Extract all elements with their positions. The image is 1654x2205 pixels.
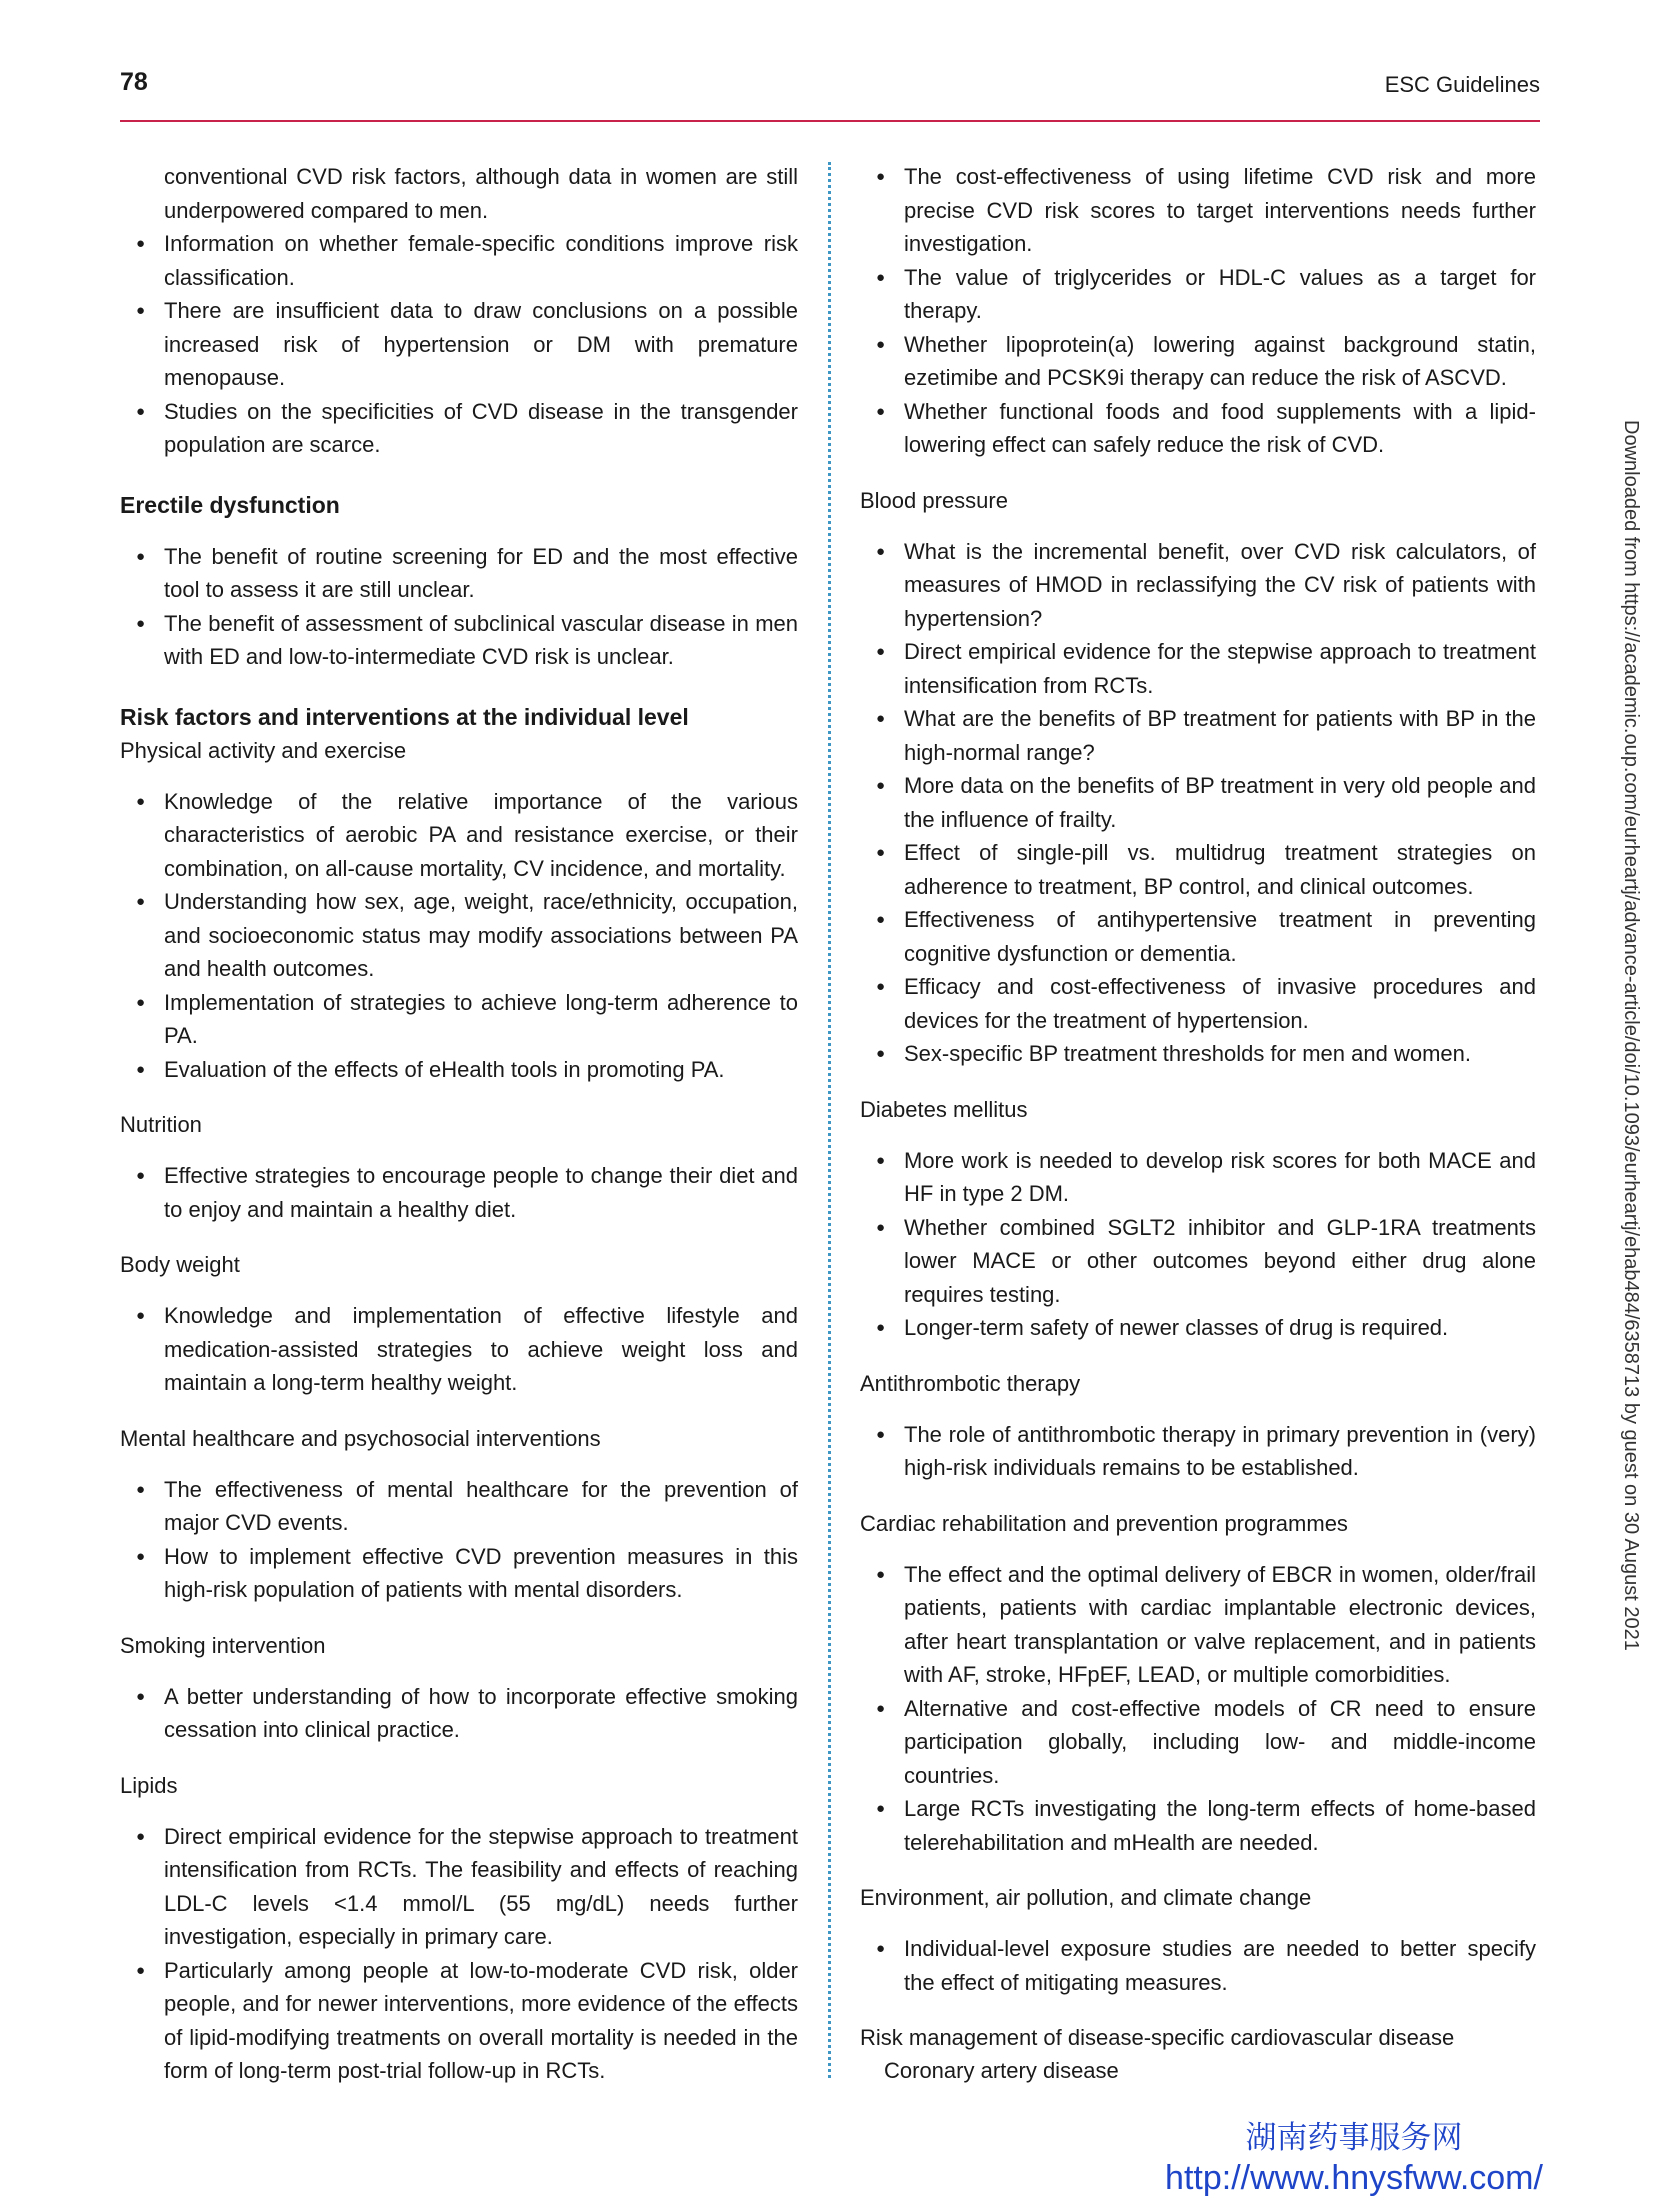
body-weight-list: [120, 1299, 798, 1400]
page-header: [120, 64, 1540, 122]
watermark: [1134, 2118, 1574, 2198]
female-bullets: [120, 227, 798, 462]
list-item: ● Direct empirical evidence for the stepwise approach to treatment intensification from RCTs.: [860, 635, 1536, 702]
list-item: ● What is the incremental benefit, over CVD risk calculators, of measures of HMOD in reclassifying the CV risk of patients with hypertension?: [860, 535, 1536, 636]
list-item: ● How to implement effective CVD prevention measures in this high-risk population of patients with mental disorders.: [120, 1540, 798, 1607]
left-column: [120, 160, 798, 2088]
rehabilitation-list: [860, 1558, 1536, 1860]
download-notice: Downloaded from https://academic.oup.com/eurheartj/advance-article/doi/10.1093/eurheartj/ehab484/6358713 by guest on 30 August 2021: [1620, 420, 1642, 1651]
list-item: ● Whether lipoprotein(a) lowering against background statin, ezetimibe and PCSK9i therapy can reduce the risk of ASCVD.: [860, 328, 1536, 395]
list-item: ● Implementation of strategies to achieve long-term adherence to PA.: [120, 986, 798, 1053]
list-item: ● The role of antithrombotic therapy in primary prevention in (very) high-risk individuals remains to be established.: [860, 1418, 1536, 1485]
list-item: ● The cost-effectiveness of using lifetime CVD risk and more precise CVD risk scores to target interventions needs further investigation.: [860, 160, 1536, 261]
subheading-physical: Physical activity and exercise: [120, 737, 407, 763]
list-item: ● Evaluation of the effects of eHealth tools in promoting PA.: [120, 1053, 798, 1087]
subheading-body-weight: Body weight: [120, 1252, 240, 1277]
continued-text: [120, 160, 798, 227]
list-item: ● Alternative and cost-effective models of CR need to ensure participation globally, including low- and middle-income countries.: [860, 1692, 1536, 1793]
page-number: 78: [120, 68, 148, 96]
subheading-nutrition: Nutrition: [120, 1112, 202, 1137]
list-item: ● Whether functional foods and food supplements with a lipid-lowering effect can safely reduce the risk of CVD.: [860, 395, 1536, 462]
watermark-url[interactable]: http://www.hnysfww.com/: [1165, 2159, 1543, 2197]
list-item: ● Studies on the specificities of CVD disease in the transgender population are scarce.: [120, 395, 798, 462]
list-item: ● Direct empirical evidence for the stepwise approach to treatment intensification from RCTs. The feasibility and effects of reaching LDL-C levels <1.4 mmol/L (55 mg/dL) needs further investigation, especially in primary care.: [120, 1820, 798, 1954]
smoking-list: [120, 1680, 798, 1747]
list-item: ● A better understanding of how to incorporate effective smoking cessation into clinical practice.: [120, 1680, 798, 1747]
list-item: ● Particularly among people at low-to-moderate CVD risk, older people, and for newer interventions, more evidence of the effects of lipid-modifying treatments on overall mortality is needed in the form of long-term post-trial follow-up in RCTs.: [120, 1954, 798, 2088]
blood-pressure-list: [860, 535, 1536, 1071]
diabetes-list: [860, 1144, 1536, 1345]
subheading-antithrombotic: Antithrombotic therapy: [860, 1370, 1081, 1396]
list-item: ● The effectiveness of mental healthcare for the prevention of major CVD events.: [120, 1473, 798, 1540]
list-item: ● Efficacy and cost-effectiveness of invasive procedures and devices for the treatment of hypertension.: [860, 970, 1536, 1037]
nutrition-list: [120, 1159, 798, 1226]
subheading-diabetes: Diabetes mellitus: [860, 1096, 1028, 1122]
list-item: ● The value of triglycerides or HDL-C values as a target for therapy.: [860, 261, 1536, 328]
journal-title: ESC Guidelines: [1384, 72, 1540, 97]
antithrombotic-list: [860, 1418, 1536, 1485]
list-item: ● Longer-term safety of newer classes of drug is required.: [860, 1311, 1536, 1345]
column-divider: [828, 162, 831, 2078]
list-item: ● Whether combined SGLT2 inhibitor and GLP-1RA treatments lower MACE or other outcomes beyond either drug alone requires testing.: [860, 1211, 1536, 1312]
section-heading-individual: Risk factors and interventions at the individual level: [120, 703, 689, 730]
list-item: ● The effect and the optimal delivery of EBCR in women, older/frail patients, patients with cardiac implantable electronic devices, after heart transplantation or valve replacement, and in patients with AF, stroke, HFpEF, LEAD, or multiple comorbidities.: [860, 1558, 1536, 1692]
subheading-lipids: Lipids: [120, 1772, 178, 1798]
list-item: ● More data on the benefits of BP treatment in very old people and the influence of frailty.: [860, 769, 1536, 836]
list-item: ● What are the benefits of BP treatment for patients with BP in the high-normal range?: [860, 702, 1536, 769]
list-item: ● Sex-specific BP treatment thresholds for men and women.: [860, 1037, 1536, 1071]
list-item: ● Large RCTs investigating the long-term effects of home-based telerehabilitation and mHealth are needed.: [860, 1792, 1536, 1859]
subheading-blood-pressure: Blood pressure: [860, 487, 1008, 513]
list-item: ● Understanding how sex, age, weight, race/ethnicity, occupation, and socioeconomic status may modify associations between PA and health outcomes.: [120, 885, 798, 986]
subheading-rehabilitation: Cardiac rehabilitation and prevention programmes: [860, 1510, 1348, 1536]
list-item: ● Knowledge of the relative importance of the various characteristics of aerobic PA and resistance exercise, or their combination, on all-cause mortality, CV incidence, and mortality.: [120, 785, 798, 886]
list-item: ● Individual-level exposure studies are needed to better specify the effect of mitigating measures.: [860, 1932, 1536, 1999]
lipids-continued-list: [860, 160, 1536, 462]
list-item: ● Knowledge and implementation of effective lifestyle and medication-assisted strategies to achieve weight loss and maintain a long-term healthy weight.: [120, 1299, 798, 1400]
section-heading-erectile: Erectile dysfunction: [120, 491, 340, 518]
right-column: [860, 160, 1536, 2087]
list-item: ● Effectiveness of antihypertensive treatment in preventing cognitive dysfunction or dementia.: [860, 903, 1536, 970]
list-item: ● Effect of single-pill vs. multidrug treatment strategies on adherence to treatment, BP control, and clinical outcomes.: [860, 836, 1536, 903]
list-item: ● More work is needed to develop risk scores for both MACE and HF in type 2 DM.: [860, 1144, 1536, 1211]
lipids-list: [120, 1820, 798, 2088]
list-item: ● There are insufficient data to draw conclusions on a possible increased risk of hypertension or DM with premature menopause.: [120, 294, 798, 395]
physical-list: [120, 785, 798, 1087]
list-item: conventional CVD risk factors, although data in women are still underpowered compared to men.: [164, 164, 798, 223]
list-item: ● The benefit of assessment of subclinical vascular disease in men with ED and low-to-intermediate CVD risk is unclear.: [120, 607, 798, 674]
list-item: ● Effective strategies to encourage people to change their diet and to enjoy and maintain a healthy diet.: [120, 1159, 798, 1226]
list-item: ● The benefit of routine screening for ED and the most effective tool to assess it are still unclear.: [120, 540, 798, 607]
environment-list: [860, 1932, 1536, 1999]
erectile-list: [120, 540, 798, 674]
subheading-mental: Mental healthcare and psychosocial interventions: [120, 1425, 601, 1451]
subheading-environment: Environment, air pollution, and climate change: [860, 1885, 1312, 1910]
list-item: ● Information on whether female-specific conditions improve risk classification.: [120, 227, 798, 294]
subheading-smoking: Smoking intervention: [120, 1632, 326, 1658]
mental-list: [120, 1473, 798, 1607]
subheading-risk-management: Risk management of disease-specific cardiovascular disease: [860, 2025, 1455, 2050]
subheading-coronary: Coronary artery disease: [884, 2058, 1119, 2083]
watermark-chinese-text: 湖南药事服务网: [1245, 2120, 1463, 2156]
